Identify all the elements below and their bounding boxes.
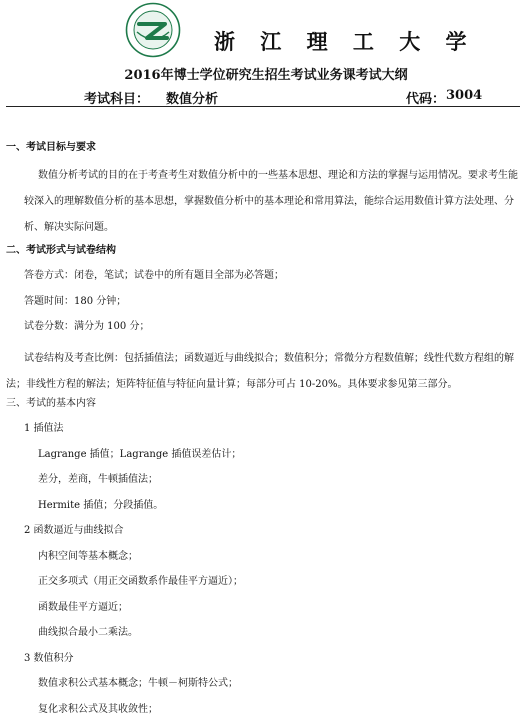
topic-item: 正交多项式（用正交函数系作最佳平方逼近）； [38, 576, 243, 587]
exam-format-line: 答卷方式：闭卷，笔试；试卷中的所有题目全部为必答题； [24, 270, 284, 281]
section-heading: 三、考试的基本内容 [6, 398, 96, 409]
exam-structure-paragraph: 试卷结构及考查比例：包括插值法；函数逼近与曲线拟合；数值积分；常微分方程数值解；线性代数方程组的解法；非线性方程的解法；矩阵特征值与特征向量计算；每部分可占 10-20%。具体要求参见第三部分。 [6, 353, 514, 390]
topic-title: 3 数值积分 [24, 653, 74, 664]
exam-format-line: 试卷分数：满分为 100 分； [24, 321, 150, 332]
university-logo [125, 2, 181, 58]
topic-item: 曲线拟合最小二乘法。 [38, 627, 138, 638]
topic-item: 内积空间等基本概念； [38, 551, 138, 562]
topic-item: 函数最佳平方逼近； [38, 602, 128, 613]
topic-item: Hermite 插值；分段插值。 [38, 500, 164, 511]
university-name: 浙 江 理 工 大 学 [214, 29, 476, 54]
exam-format-line: 答题时间：180 分钟； [24, 296, 127, 307]
section-heading: 一、考试目标与要求 [6, 142, 96, 153]
code-value: 3004 [446, 88, 483, 103]
code-label: 代码： [406, 92, 446, 107]
topic-item: Lagrange 插值；Lagrange 插值误差估计； [38, 449, 242, 460]
topic-item: 差分，差商，牛顿插值法； [38, 474, 158, 485]
subject-row [6, 88, 528, 106]
document-title: 2016年博士学位研究生招生考试业务课考试大纲 [124, 68, 408, 83]
topic-title: 1 插值法 [24, 423, 64, 434]
topic-item: 复化求积公式及其收敛性； [38, 704, 158, 715]
subject-label: 考试科目： [84, 92, 150, 107]
subject-value: 数值分析 [166, 92, 219, 107]
topic-item: 数值求积公式基本概念；牛顿－柯斯特公式； [38, 678, 238, 689]
header-divider [6, 106, 520, 107]
section-paragraph: 数值分析考试的目的在于考查考生对数值分析中的一些基本思想、理论和方法的掌握与运用情况。要求考生能较深入的理解数值分析的基本思想，掌握数值分析中的基本理论和常用算法，能综合运用数值计算方法处理、分析、解决实际问题。 [24, 170, 518, 233]
topic-title: 2 函数逼近与曲线拟合 [24, 525, 124, 536]
section-heading: 二、考试形式与试卷结构 [6, 245, 116, 256]
